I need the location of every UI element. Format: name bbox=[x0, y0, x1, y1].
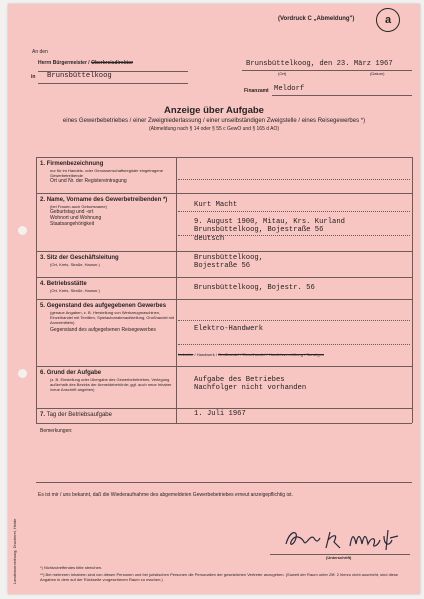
row-7: 7. Tag der Betriebsaufgabe bbox=[40, 412, 112, 418]
punch-hole bbox=[18, 369, 27, 378]
row-5-value: Elektro-Handwerk bbox=[194, 325, 264, 333]
an-den-label: An den bbox=[32, 49, 48, 55]
row-2-value: Kurt Macht 9. August 1900, Mitau, Krs. Kurland Brunsbüttelkoog, Bojestraße 56 deutsch bbox=[194, 201, 345, 243]
form-subtitle: eines Gewerbebetriebes / einer Zweigniederlassung / einer unselbständigen Zweigstelle / eines Reisegewerbes *) bbox=[62, 118, 366, 124]
row-5: 5. Gegenstand des aufgegebenen Gewerbes (genaue Angaben, z. B. Herstellung von Werkzeugmaschinen, Einzelhandel mit Textilien, Spielautomatenaufstellung, Großhandel mit Arzneimitteln) Gegenstand des aufgegebenen Reisegewerbes bbox=[40, 303, 174, 333]
recipient-label: Herrn Bürgermeister / Oberkreisdirektor bbox=[38, 60, 134, 66]
row-4: 4. Betriebsstätte (Ort, Kreis, Straße, Hausnr.) bbox=[40, 281, 100, 293]
footnote-1: *) Nichtzutreffendes bitte streichen. bbox=[40, 565, 103, 570]
ort-caption: (Ort) bbox=[278, 71, 287, 76]
row-1: 1. Firmenbezeichnung nur für im Handels- oder Genossenschaftsregister eingetragene Gewerbetreibende Ort und Nr. der Registereintragung bbox=[40, 161, 163, 184]
form-title: Anzeige über Aufgabe bbox=[164, 105, 264, 116]
place-date-value: Brunsbüttelkoog, den 23. März 1967 bbox=[246, 60, 393, 68]
row-3: 3. Sitz der Geschäftsleitung (Ort, Kreis, Straße, Hausnr.) bbox=[40, 255, 119, 267]
business-categories: Industrie / Handwerk / Großhandel / Einzelhandel / Handelsvermittlung / Sonstiges bbox=[178, 352, 324, 357]
row-3-value: Brunsbüttelkoog, Bojestraße 56 bbox=[194, 254, 264, 271]
printer-imprint: Landesverordnung, Druckerei, Heide bbox=[12, 518, 17, 584]
remarks-label: Bemerkungen: bbox=[40, 428, 73, 434]
form-letter-badge: a bbox=[376, 8, 400, 32]
finanzamt-label: Finanzamt bbox=[244, 88, 269, 94]
footnote-2: **) Bei mehreren Inhabern sind von diesen Personen und bei juristischen Personen die Personalien der gesetzlichen Vertreter anzugeben. (Soweit der Raum unter Ziff. 2 hierzu nicht ausreicht, sind diese Angaben in dem auf der Rückseite vorgesehenen Raum zu machen.) bbox=[40, 572, 399, 582]
form-legal-ref: (Abmeldung nach § 14 oder § 55 c GewO und § 165 d AO) bbox=[148, 126, 280, 132]
row-6: 6. Grund der Aufgabe (z. B. Einstellung oder Übergabe des Gewerbebetriebes, Verlegung außerhalb des Bezirks der Anmeldebehörde; ggf. auch neue Inhaber /neue Anschrift angeben) bbox=[40, 370, 172, 392]
finanzamt-value: Meldorf bbox=[274, 85, 305, 93]
row-4-value: Brunsbüttelkoog, Bojestr. 56 bbox=[194, 284, 315, 292]
datum-caption: (Datum) bbox=[370, 71, 385, 76]
row-2: 2. Name, Vorname des Gewerbetreibenden *) (bei Frauen auch Geburtsname) Geburtstag und -ort Wohnort und Wohnung Staatsangehörigkeit bbox=[40, 197, 168, 227]
place-value: Brunsbüttelkoog bbox=[47, 72, 112, 80]
row-7-value: 1. Juli 1967 bbox=[194, 410, 246, 418]
form-code: (Vordruck C „Abmeldung") bbox=[278, 16, 355, 22]
handwritten-signature bbox=[280, 524, 408, 554]
notice-statement: Es ist mir / uns bekannt, daß die Wiederaufnahme des abgemeldeten Gewerbebetriebes erneut anzeigepflichtig ist. bbox=[38, 492, 293, 498]
row-6-value: Aufgabe des Betriebes Nachfolger nicht vorhanden bbox=[194, 376, 307, 393]
form-sheet bbox=[8, 4, 420, 594]
signature-caption: (Unterschrift) bbox=[326, 555, 352, 560]
in-label: in bbox=[31, 74, 36, 80]
punch-hole bbox=[18, 226, 27, 235]
